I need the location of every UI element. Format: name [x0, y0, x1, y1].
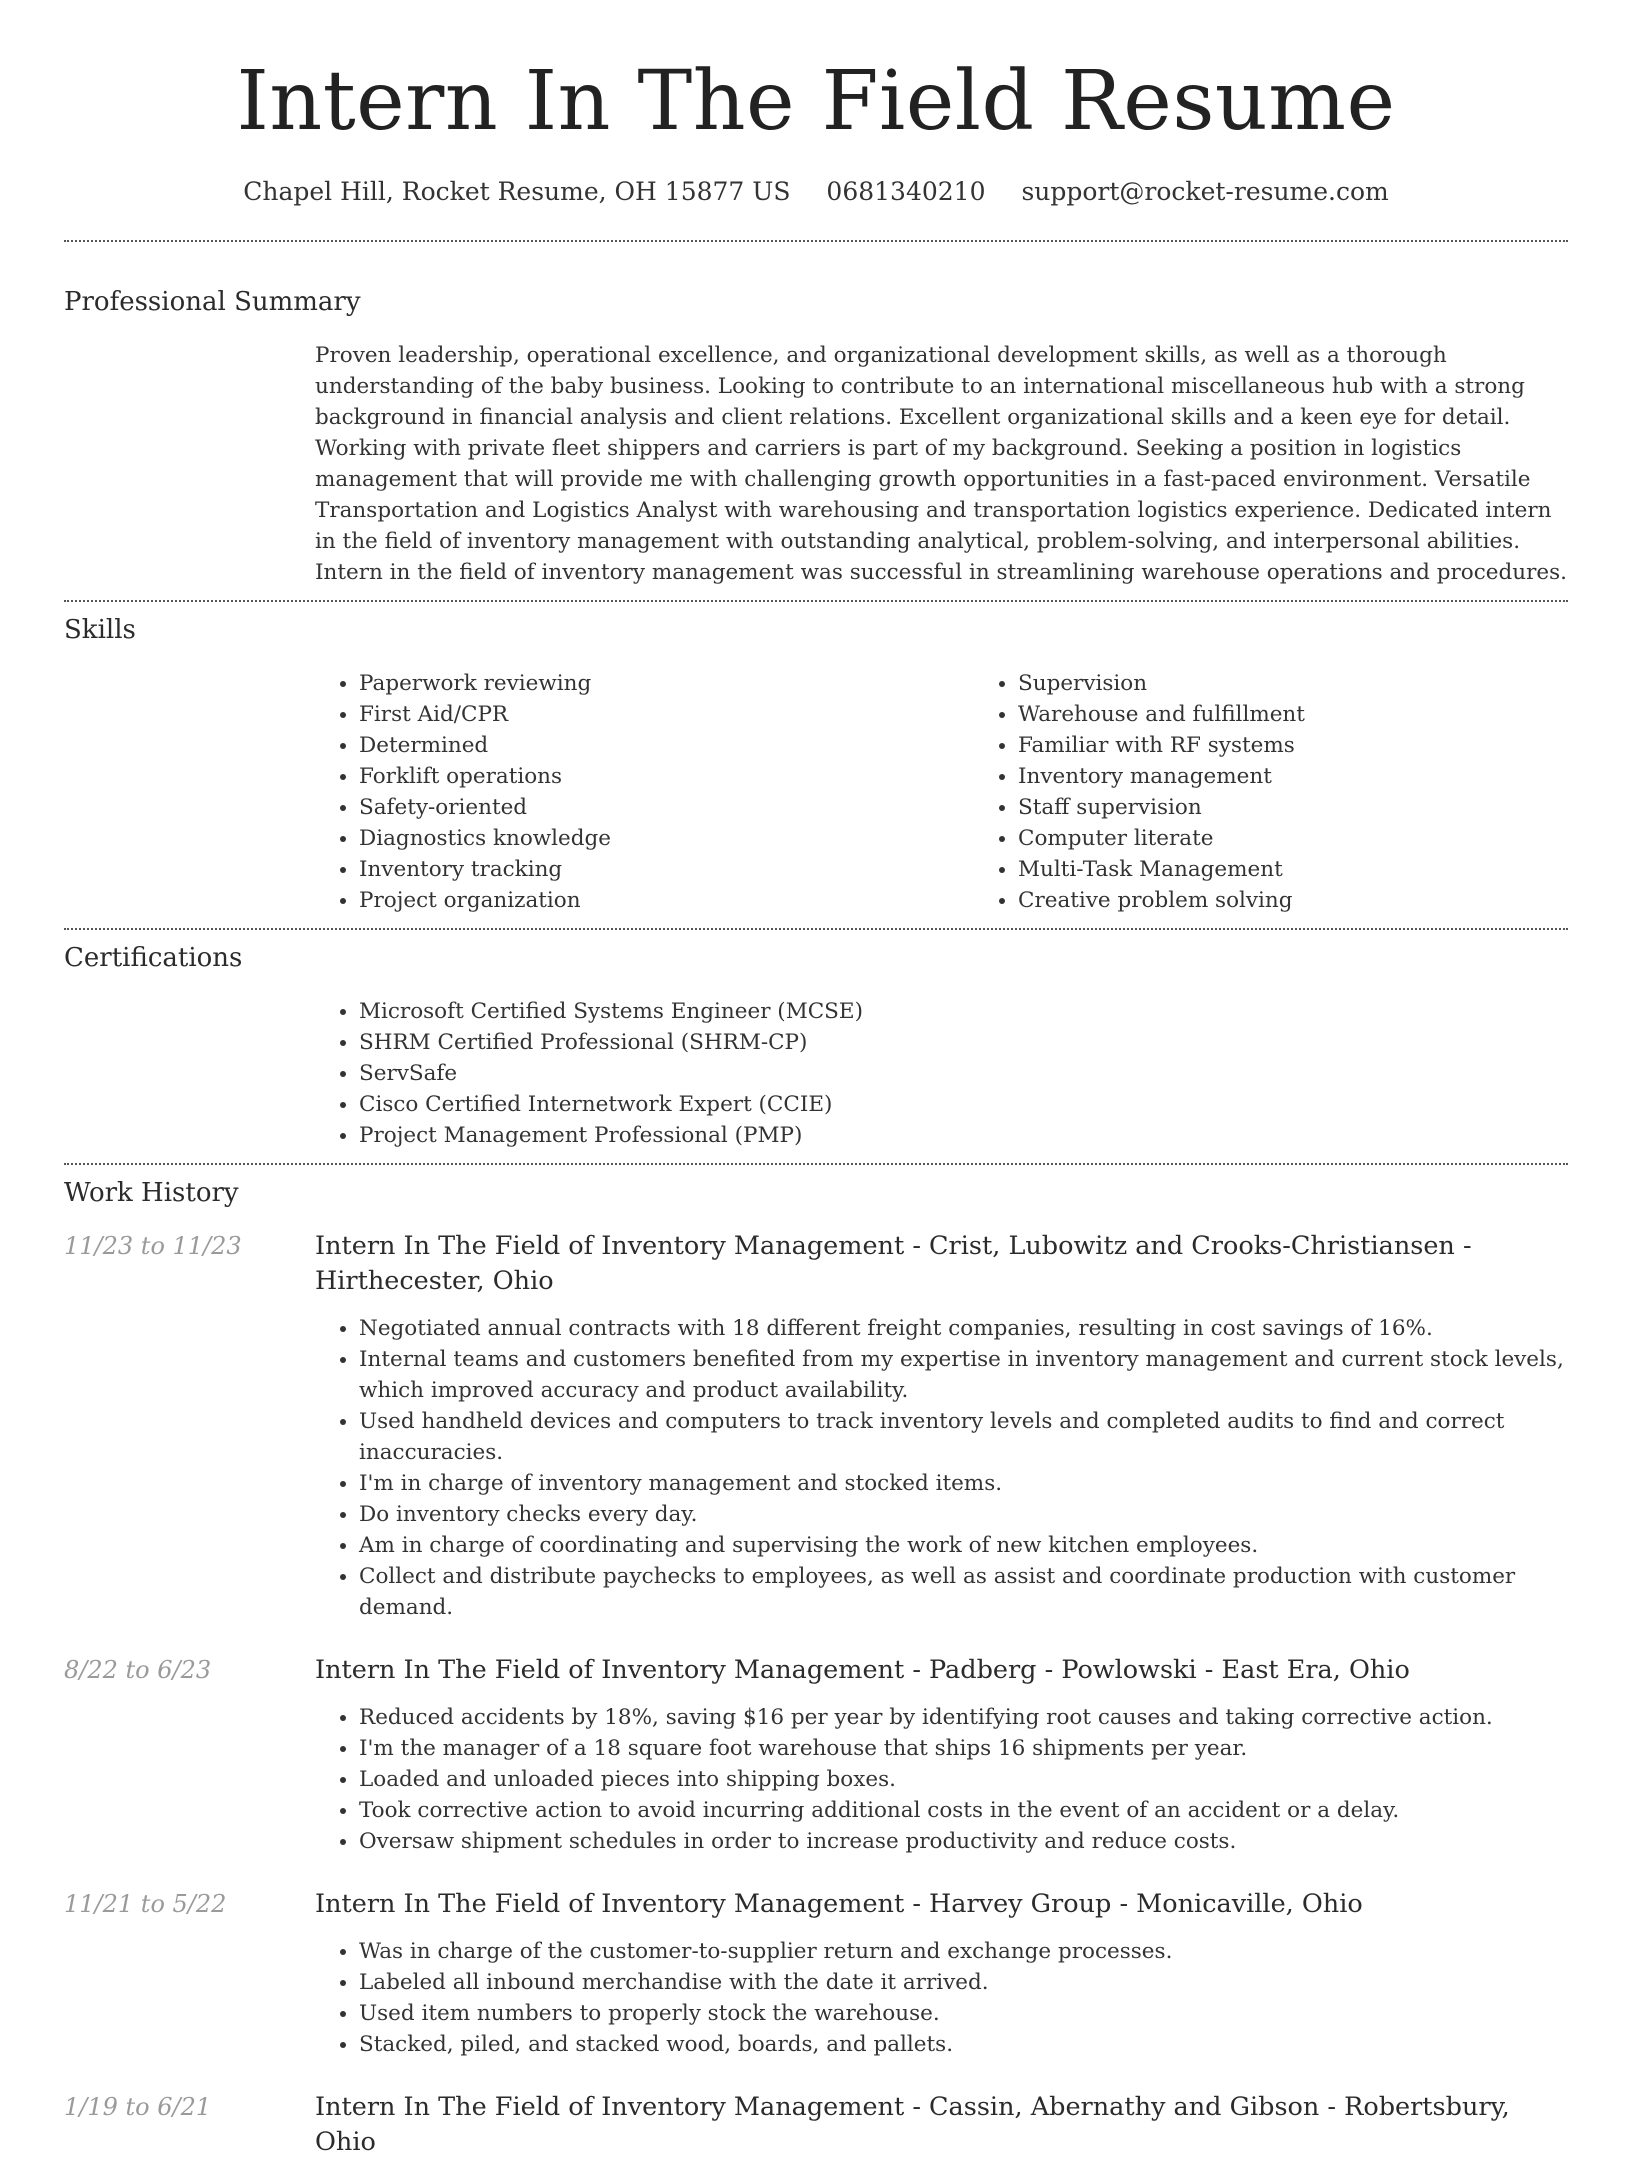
skill-item: • Paperwork reviewing — [359, 668, 974, 699]
job-bullet: • Oversaw shipment schedules in order to increase productivity and reduce costs. — [359, 1826, 1568, 1857]
job-details — [315, 1653, 1568, 1857]
summary-section — [64, 242, 1568, 588]
skills-columns — [315, 668, 1568, 916]
skill-item: • Determined — [359, 730, 974, 761]
skill-item: • Safety-oriented — [359, 792, 974, 823]
certification-item: • Project Management Professional (PMP) — [359, 1120, 1568, 1151]
job-bullet: • I'm the manager of a 18 square foot warehouse that ships 16 shipments per year. — [359, 1733, 1568, 1764]
job-bullet: • Used item numbers to properly stock the warehouse. — [359, 1998, 1568, 2029]
certification-item: • SHRM Certified Professional (SHRM-CP) — [359, 1027, 1568, 1058]
contact-line — [64, 176, 1568, 208]
skill-item: • First Aid/CPR — [359, 699, 974, 730]
job-details — [315, 1887, 1568, 2060]
skill-item: • Staff supervision — [1018, 792, 1632, 823]
job-bullet: • Do inventory checks every day. — [359, 1499, 1568, 1530]
certification-item: • Cisco Certified Internetwork Expert (CCIE) — [359, 1089, 1568, 1120]
skills-heading: Skills — [64, 615, 136, 645]
certifications-section — [64, 930, 1568, 1151]
skills-list-right — [974, 668, 1632, 916]
job-entry — [64, 1653, 1568, 1857]
skill-item: • Supervision — [1018, 668, 1632, 699]
job-entry — [64, 2090, 1568, 2160]
resume-title: Intern In The Field Resume — [236, 54, 1396, 149]
certifications-heading: Certifications — [64, 943, 243, 973]
skill-item: • Diagnostics knowledge — [359, 823, 974, 854]
job-bullet: • Reduced accidents by 18%, saving $16 per year by identifying root causes and taking corrective action. — [359, 1702, 1568, 1733]
job-title: Intern In The Field of Inventory Management - Padberg - Powlowski - East Era, Ohio — [315, 1655, 1410, 1685]
job-title: Intern In The Field of Inventory Management - Harvey Group - Monicaville, Ohio — [315, 1889, 1363, 1919]
contact-email: support@rocket-resume.com — [1021, 177, 1389, 206]
job-dates: 1/19 to 6/21 — [64, 2093, 212, 2121]
skill-item: • Inventory management — [1018, 761, 1632, 792]
skill-item: • Inventory tracking — [359, 854, 974, 885]
job-bullet: • Took corrective action to avoid incurring additional costs in the event of an accident or a delay. — [359, 1795, 1568, 1826]
summary-heading: Professional Summary — [64, 287, 361, 317]
job-bullet: • Used handheld devices and computers to track inventory levels and completed audits to find and correct inaccuracies. — [359, 1406, 1568, 1468]
job-details — [315, 2090, 1568, 2160]
job-bullets — [315, 1702, 1568, 1857]
skill-item: • Computer literate — [1018, 823, 1632, 854]
certifications-list — [315, 996, 1568, 1151]
job-entry — [64, 1887, 1568, 2060]
job-title: Intern In The Field of Inventory Management - Crist, Lubowitz and Crooks-Christiansen - Hirthecester, Ohio — [315, 1231, 1472, 1296]
skill-item: • Multi-Task Management — [1018, 854, 1632, 885]
certification-item: • Microsoft Certified Systems Engineer (MCSE) — [359, 996, 1568, 1027]
job-bullet: • Stacked, piled, and stacked wood, boards, and pallets. — [359, 2029, 1568, 2060]
summary-body — [315, 340, 1568, 588]
contact-phone: 0681340210 — [826, 177, 986, 206]
job-title: Intern In The Field of Inventory Management - Cassin, Abernathy and Gibson - Robertsbury, Ohio — [315, 2092, 1510, 2157]
job-bullet: • I'm in charge of inventory management and stocked items. — [359, 1468, 1568, 1499]
skill-item: • Project organization — [359, 885, 974, 916]
skill-item: • Warehouse and fulfillment — [1018, 699, 1632, 730]
job-bullet: • Internal teams and customers benefited from my expertise in inventory management and current stock levels, which improved accuracy and product availability. — [359, 1344, 1568, 1406]
job-dates: 8/22 to 6/23 — [64, 1656, 212, 1684]
skills-list-left — [315, 668, 974, 916]
job-bullet: • Negotiated annual contracts with 18 different freight companies, resulting in cost savings of 16%. — [359, 1313, 1568, 1344]
skills-section — [64, 602, 1568, 916]
skill-item: • Creative problem solving — [1018, 885, 1632, 916]
job-bullets — [315, 1936, 1568, 2060]
job-dates: 11/23 to 11/23 — [64, 1232, 242, 1260]
job-bullets — [315, 1313, 1568, 1623]
job-entry — [64, 1229, 1568, 1623]
job-details — [315, 1229, 1568, 1623]
summary-text: Proven leadership, operational excellence, and organizational development skills, as well as a thorough understanding of the baby business. Looking to contribute to an international miscellaneous hub with a strong background in financial analysis and client relations. Excellent organizational skills and a keen eye for detail. Working with private fleet shippers and carriers is part of my background. Seeking a position in logistics management that will provide me with challenging growth opportunities in a fast-paced environment. Versatile Transportation and Logistics Analyst with warehousing and transportation logistics experience. Dedicated intern in the field of inventory management with outstanding analytical, problem-solving, and interpersonal abilities. Intern in the field of inventory management was successful in streamlining warehouse operations and procedures. — [315, 343, 1567, 585]
work-history-section — [64, 1165, 1568, 2160]
job-bullet: • Was in charge of the customer-to-supplier return and exchange processes. — [359, 1936, 1568, 1967]
skill-item: • Forklift operations — [359, 761, 974, 792]
job-bullet: • Am in charge of coordinating and supervising the work of new kitchen employees. — [359, 1530, 1568, 1561]
work-history-heading: Work History — [64, 1178, 239, 1208]
job-bullet: • Loaded and unloaded pieces into shipping boxes. — [359, 1764, 1568, 1795]
job-bullet: • Collect and distribute paychecks to employees, as well as assist and coordinate production with customer demand. — [359, 1561, 1568, 1623]
job-dates: 11/21 to 5/22 — [64, 1890, 227, 1918]
certification-item: • ServSafe — [359, 1058, 1568, 1089]
certifications-body — [315, 996, 1568, 1151]
job-bullet: • Labeled all inbound merchandise with the date it arrived. — [359, 1967, 1568, 1998]
contact-address: Chapel Hill, Rocket Resume, OH 15877 US — [243, 177, 791, 206]
skill-item: • Familiar with RF systems — [1018, 730, 1632, 761]
